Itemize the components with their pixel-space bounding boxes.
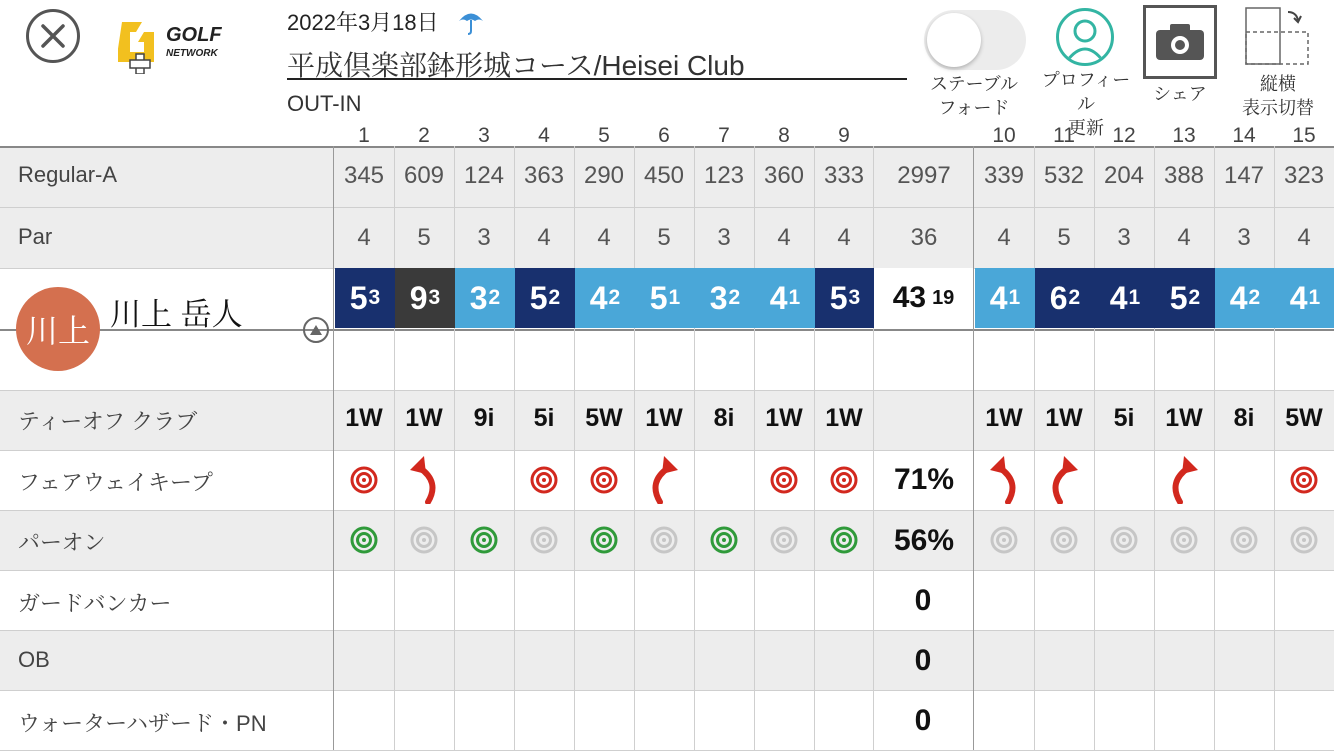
gir-cell xyxy=(634,525,694,560)
tee-club: 1W xyxy=(345,404,383,432)
total-putts: 19 xyxy=(932,286,955,309)
tee-club: 8i xyxy=(713,404,735,432)
hole-par: 5 xyxy=(417,224,431,251)
strokes: 4 xyxy=(589,279,608,316)
target-icon xyxy=(1289,465,1319,500)
fairway-cell xyxy=(814,465,874,500)
camera-icon xyxy=(1154,22,1206,62)
golf-network-logo xyxy=(118,14,228,74)
tee-club: 1W xyxy=(985,404,1023,432)
hole-yardage: 532 xyxy=(1043,162,1085,189)
putts: 2 xyxy=(1248,286,1261,309)
strokes: 9 xyxy=(409,279,428,316)
hole-par: 3 xyxy=(477,224,491,251)
tee-club: 1W xyxy=(645,404,683,432)
hole-number: 14 xyxy=(1232,124,1256,147)
hole-score[interactable] xyxy=(695,268,755,328)
stableford-label-line2: フォード xyxy=(938,98,1010,118)
gir-miss-icon xyxy=(1169,525,1199,560)
ob-total: 0 xyxy=(914,644,932,677)
gir-miss-icon xyxy=(1289,525,1319,560)
rotate-icon xyxy=(1244,6,1312,68)
hole-par: 3 xyxy=(717,224,731,251)
gir-total: 56% xyxy=(893,524,955,557)
hole-yardage-total: 2997 xyxy=(897,162,951,189)
hole-yardage: 124 xyxy=(463,162,505,189)
fairway-total: 71% xyxy=(893,463,955,496)
fairway-cell xyxy=(1274,465,1334,500)
hole-yardage: 204 xyxy=(1103,162,1145,189)
tee-club: 5W xyxy=(585,404,623,432)
hole-yardage: 339 xyxy=(983,162,1025,189)
hole-score[interactable] xyxy=(575,268,635,328)
logo-text-golf: GOLF xyxy=(166,24,222,46)
triangle-up-icon xyxy=(309,324,323,336)
fairway-cell xyxy=(514,465,574,500)
hole-par: 4 xyxy=(1297,224,1311,251)
hole-score[interactable] xyxy=(1155,268,1215,328)
bunker-total: 0 xyxy=(914,584,932,617)
tee-label: Regular-A xyxy=(18,162,118,187)
putts: 1 xyxy=(668,286,681,309)
hole-par: 4 xyxy=(777,224,791,251)
hole-score[interactable] xyxy=(1215,268,1275,328)
putts: 2 xyxy=(488,286,501,309)
gir-miss-icon xyxy=(529,525,559,560)
hole-par-total: 36 xyxy=(910,224,938,251)
round-date xyxy=(287,6,485,37)
putts: 1 xyxy=(1308,286,1321,309)
putts: 2 xyxy=(1188,286,1201,309)
par-label: Par xyxy=(18,224,53,249)
club-label: ティーオフ クラブ xyxy=(18,409,198,434)
hole-number: 4 xyxy=(538,124,550,147)
row-divider xyxy=(0,207,1334,208)
hole-score[interactable] xyxy=(515,268,575,328)
putts: 2 xyxy=(548,286,561,309)
gir-miss-icon xyxy=(1049,525,1079,560)
putts: 1 xyxy=(1128,286,1141,309)
hole-yardage: 450 xyxy=(643,162,685,189)
avatar: 川上 xyxy=(16,287,100,371)
hole-number: 15 xyxy=(1292,124,1316,147)
fairway-cell xyxy=(1034,452,1094,509)
hole-score[interactable] xyxy=(1035,268,1095,328)
gir-cell xyxy=(454,525,514,560)
strokes: 5 xyxy=(1169,279,1188,316)
gir-hit-icon xyxy=(349,525,379,560)
target-icon xyxy=(529,465,559,500)
fairway-cell xyxy=(574,465,634,500)
fairway-cell xyxy=(634,452,694,509)
hole-score[interactable] xyxy=(635,268,695,328)
hole-par: 4 xyxy=(537,224,551,251)
hole-yardage: 360 xyxy=(763,162,805,189)
arrow-right-icon xyxy=(646,452,682,509)
hole-yardage: 388 xyxy=(1163,162,1205,189)
gir-hit-icon xyxy=(829,525,859,560)
logo-text-network: NETWORK xyxy=(166,48,218,59)
profile-label-line2: 更新 xyxy=(1068,118,1104,138)
tee-club: 5i xyxy=(1113,404,1135,432)
row-divider xyxy=(0,450,1334,451)
total-strokes: 43 xyxy=(892,281,927,314)
hole-number: 11 xyxy=(1053,124,1075,147)
stableford-toggle[interactable] xyxy=(924,10,1026,70)
hole-yardage: 290 xyxy=(583,162,625,189)
gir-miss-icon xyxy=(1109,525,1139,560)
putts: 3 xyxy=(848,286,861,309)
putts: 3 xyxy=(428,286,441,309)
hole-par: 4 xyxy=(357,224,371,251)
strokes: 4 xyxy=(989,279,1008,316)
putts: 1 xyxy=(788,286,801,309)
date-text: 2022年3月18日 xyxy=(287,10,439,35)
hole-par: 4 xyxy=(837,224,851,251)
player-name: 川上 岳人 xyxy=(110,297,243,332)
gir-cell xyxy=(514,525,574,560)
gir-cell xyxy=(1034,525,1094,560)
gir-hit-icon xyxy=(589,525,619,560)
putts: 2 xyxy=(1068,286,1081,309)
share-label: シェア xyxy=(1153,84,1207,104)
hole-par: 4 xyxy=(1177,224,1191,251)
target-icon xyxy=(589,465,619,500)
toggle-knob xyxy=(927,13,981,67)
hole-number: 7 xyxy=(718,124,730,147)
rotate-label xyxy=(1232,72,1324,120)
gir-cell xyxy=(1094,525,1154,560)
strokes: 5 xyxy=(829,279,848,316)
hole-number: 6 xyxy=(658,124,670,147)
profile-update-button[interactable] xyxy=(1056,8,1114,66)
rotate-view-button[interactable] xyxy=(1244,6,1312,68)
tee-club: 5W xyxy=(1285,404,1323,432)
strokes: 4 xyxy=(1289,279,1308,316)
fairway-label: フェアウェイキープ xyxy=(18,470,213,495)
gir-cell xyxy=(814,525,874,560)
putts: 2 xyxy=(608,286,621,309)
strokes: 5 xyxy=(649,279,668,316)
strokes: 6 xyxy=(1049,279,1068,316)
putts: 1 xyxy=(1008,286,1021,309)
hole-yardage: 147 xyxy=(1223,162,1265,189)
hole-par: 4 xyxy=(597,224,611,251)
row-divider xyxy=(0,390,1334,391)
tee-club: 1W xyxy=(765,404,803,432)
arrow-left-icon xyxy=(406,452,442,509)
rotate-label-line2: 表示切替 xyxy=(1242,98,1314,118)
hole-yardage: 609 xyxy=(403,162,445,189)
gir-cell xyxy=(394,525,454,560)
hole-par: 3 xyxy=(1117,224,1131,251)
strokes: 5 xyxy=(529,279,548,316)
hole-par: 4 xyxy=(997,224,1011,251)
water-total: 0 xyxy=(914,704,932,737)
gir-cell xyxy=(334,525,394,560)
hole-par: 3 xyxy=(1237,224,1251,251)
gir-cell xyxy=(1214,525,1274,560)
gir-miss-icon xyxy=(1229,525,1259,560)
gir-miss-icon xyxy=(649,525,679,560)
target-icon xyxy=(829,465,859,500)
gir-hit-icon xyxy=(709,525,739,560)
strokes: 3 xyxy=(709,279,728,316)
hole-number: 2 xyxy=(418,124,430,147)
hole-number: 9 xyxy=(838,124,850,147)
hole-yardage: 323 xyxy=(1283,162,1325,189)
route-label: OUT-IN xyxy=(287,91,362,116)
hole-number: 8 xyxy=(778,124,790,147)
target-icon xyxy=(349,465,379,500)
gir-miss-icon xyxy=(409,525,439,560)
course-name: 平成倶楽部鉢形城コース/Heisei Club xyxy=(287,44,907,80)
hole-number: 12 xyxy=(1112,124,1136,147)
hole-score[interactable] xyxy=(975,268,1035,328)
hole-number: 1 xyxy=(358,124,370,147)
total-score xyxy=(874,268,973,328)
hole-score[interactable] xyxy=(815,268,875,328)
gir-cell xyxy=(694,525,754,560)
tee-club: 9i xyxy=(473,404,495,432)
row-divider xyxy=(0,630,1334,631)
putts: 3 xyxy=(368,286,381,309)
fairway-cell xyxy=(394,452,454,509)
fairway-cell xyxy=(974,452,1034,509)
hole-score[interactable] xyxy=(755,268,815,328)
hole-score[interactable] xyxy=(335,268,395,328)
rotate-label-line1: 縦横 xyxy=(1260,74,1296,94)
close-button[interactable] xyxy=(26,9,80,63)
arrow-left-icon xyxy=(986,452,1022,509)
gir-cell xyxy=(754,525,814,560)
row-divider xyxy=(0,510,1334,511)
gir-hit-icon xyxy=(469,525,499,560)
hole-yardage: 363 xyxy=(523,162,565,189)
strokes: 4 xyxy=(769,279,788,316)
tee-club: 8i xyxy=(1233,404,1255,432)
gir-cell xyxy=(1154,525,1214,560)
gir-label: パーオン xyxy=(18,530,106,555)
water-label: ウォーターハザード・PN xyxy=(18,711,267,736)
fairway-cell xyxy=(1154,452,1214,509)
hole-number: 13 xyxy=(1172,124,1196,147)
hole-number: 10 xyxy=(992,124,1016,147)
hole-yardage: 123 xyxy=(703,162,745,189)
tee-club: 1W xyxy=(1045,404,1083,432)
hole-score[interactable] xyxy=(1095,268,1155,328)
ob-row-bg xyxy=(0,630,1334,690)
fairway-cell xyxy=(334,465,394,500)
arrow-right-icon xyxy=(1166,452,1202,509)
close-icon xyxy=(39,22,67,50)
hole-yardage: 345 xyxy=(343,162,385,189)
fairway-cell xyxy=(754,465,814,500)
ob-label: OB xyxy=(18,647,50,672)
gir-cell xyxy=(974,525,1034,560)
expand-player-button[interactable] xyxy=(303,317,329,343)
tee-club: 5i xyxy=(533,404,555,432)
gir-cell xyxy=(574,525,634,560)
stableford-label xyxy=(922,72,1026,120)
row-divider xyxy=(0,690,1334,691)
hole-number: 5 xyxy=(598,124,610,147)
stableford-label-line1: ステーブル xyxy=(929,74,1019,94)
hole-number: 3 xyxy=(478,124,490,147)
hole-score[interactable] xyxy=(1275,268,1334,328)
tee-club: 1W xyxy=(825,404,863,432)
profile-label-line1: プロフィール xyxy=(1041,70,1131,114)
share-button[interactable] xyxy=(1143,5,1217,79)
target-icon xyxy=(769,465,799,500)
hole-score[interactable] xyxy=(395,268,455,328)
gir-miss-icon xyxy=(769,525,799,560)
gir-cell xyxy=(1274,525,1334,560)
putts: 2 xyxy=(728,286,741,309)
tee-club: 1W xyxy=(405,404,443,432)
gir-miss-icon xyxy=(989,525,1019,560)
umbrella-icon xyxy=(457,8,485,36)
strokes: 4 xyxy=(1229,279,1248,316)
strokes: 5 xyxy=(349,279,368,316)
bunker-label: ガードバンカー xyxy=(18,591,172,616)
hole-yardage: 333 xyxy=(823,162,865,189)
tee-club: 1W xyxy=(1165,404,1203,432)
arrow-right-icon xyxy=(1046,452,1082,509)
strokes: 3 xyxy=(469,279,488,316)
row-divider xyxy=(0,570,1334,571)
hole-par: 5 xyxy=(1057,224,1071,251)
person-icon xyxy=(1059,11,1111,63)
hole-score[interactable] xyxy=(455,268,515,328)
strokes: 4 xyxy=(1109,279,1128,316)
hole-par: 5 xyxy=(657,224,671,251)
